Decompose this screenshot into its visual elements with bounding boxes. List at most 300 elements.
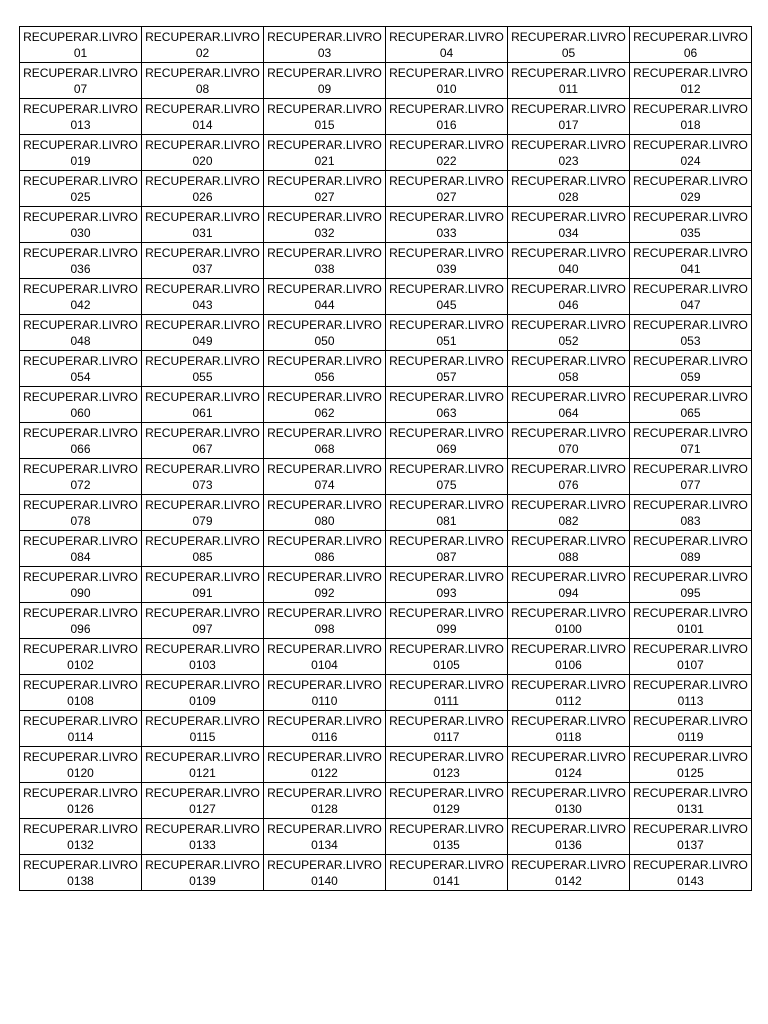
label-text: RECUPERAR.LIVRO (145, 425, 260, 440)
label-text: RECUPERAR.LIVRO (633, 209, 748, 224)
label-text: RECUPERAR.LIVRO (511, 281, 626, 296)
label-row (20, 99, 752, 135)
label-number: 081 (436, 513, 457, 528)
label-row (20, 243, 752, 279)
label-text: RECUPERAR.LIVRO (633, 389, 748, 404)
label-cell (264, 603, 386, 639)
label-cell (508, 135, 630, 171)
label-text: RECUPERAR.LIVRO (389, 29, 504, 44)
label-number: 014 (192, 117, 213, 132)
label-number: 060 (70, 405, 91, 420)
label-cell (20, 531, 142, 567)
label-number: 098 (314, 621, 335, 636)
label-text: RECUPERAR.LIVRO (23, 857, 138, 872)
label-text: RECUPERAR.LIVRO (145, 605, 260, 620)
label-number: 030 (70, 225, 91, 240)
label-text: RECUPERAR.LIVRO (23, 533, 138, 548)
label-text: RECUPERAR.LIVRO (633, 641, 748, 656)
label-number: 055 (192, 369, 213, 384)
label-text: RECUPERAR.LIVRO (23, 65, 138, 80)
label-cell (508, 63, 630, 99)
label-text: RECUPERAR.LIVRO (23, 281, 138, 296)
label-number: 057 (436, 369, 457, 384)
label-text: RECUPERAR.LIVRO (145, 857, 260, 872)
label-row (20, 171, 752, 207)
label-text: RECUPERAR.LIVRO (633, 65, 748, 80)
label-text: RECUPERAR.LIVRO (267, 605, 382, 620)
label-row (20, 387, 752, 423)
label-text: RECUPERAR.LIVRO (23, 29, 138, 44)
label-number: 031 (192, 225, 213, 240)
label-text: RECUPERAR.LIVRO (267, 101, 382, 116)
label-cell (264, 279, 386, 315)
label-cell (386, 459, 508, 495)
label-cell (630, 171, 752, 207)
label-number: 035 (680, 225, 701, 240)
label-number: 054 (70, 369, 91, 384)
label-number: 076 (558, 477, 579, 492)
label-text: RECUPERAR.LIVRO (511, 605, 626, 620)
label-number: 077 (680, 477, 701, 492)
label-cell (264, 495, 386, 531)
label-text: RECUPERAR.LIVRO (389, 425, 504, 440)
label-number: 045 (436, 297, 457, 312)
label-cell (264, 855, 386, 891)
label-row (20, 279, 752, 315)
label-row (20, 711, 752, 747)
label-cell (20, 495, 142, 531)
label-text: RECUPERAR.LIVRO (511, 749, 626, 764)
label-text: RECUPERAR.LIVRO (267, 857, 382, 872)
label-cell (264, 567, 386, 603)
label-cell (386, 207, 508, 243)
label-number: 011 (558, 81, 579, 96)
label-cell (508, 243, 630, 279)
label-cell (264, 387, 386, 423)
label-text: RECUPERAR.LIVRO (389, 461, 504, 476)
label-number: 02 (195, 45, 210, 60)
label-number: 069 (436, 441, 457, 456)
label-cell (386, 279, 508, 315)
label-text: RECUPERAR.LIVRO (145, 209, 260, 224)
label-text: RECUPERAR.LIVRO (145, 137, 260, 152)
label-number: 0106 (555, 657, 582, 672)
label-cell (142, 171, 264, 207)
label-text: RECUPERAR.LIVRO (389, 677, 504, 692)
label-number: 071 (680, 441, 701, 456)
label-cell (630, 783, 752, 819)
label-number: 095 (680, 585, 701, 600)
label-cell (264, 207, 386, 243)
label-cell (20, 711, 142, 747)
label-text: RECUPERAR.LIVRO (633, 245, 748, 260)
label-text: RECUPERAR.LIVRO (145, 461, 260, 476)
label-cell (142, 495, 264, 531)
label-number: 016 (436, 117, 457, 132)
label-text: RECUPERAR.LIVRO (389, 857, 504, 872)
label-number: 017 (558, 117, 579, 132)
label-number: 0112 (555, 693, 582, 708)
label-cell (20, 279, 142, 315)
label-cell (386, 171, 508, 207)
label-cell (630, 27, 752, 63)
label-cell (264, 243, 386, 279)
label-number: 0107 (677, 657, 704, 672)
label-text: RECUPERAR.LIVRO (145, 317, 260, 332)
label-text: RECUPERAR.LIVRO (511, 173, 626, 188)
label-text: RECUPERAR.LIVRO (633, 713, 748, 728)
label-cell (630, 99, 752, 135)
label-text: RECUPERAR.LIVRO (633, 461, 748, 476)
label-cell (264, 675, 386, 711)
label-row (20, 135, 752, 171)
label-number: 04 (439, 45, 454, 60)
label-number: 03 (317, 45, 332, 60)
label-cell (386, 243, 508, 279)
label-cell (142, 423, 264, 459)
label-text: RECUPERAR.LIVRO (389, 101, 504, 116)
label-number: 059 (680, 369, 701, 384)
label-text: RECUPERAR.LIVRO (23, 353, 138, 368)
label-text: RECUPERAR.LIVRO (633, 785, 748, 800)
label-cell (20, 423, 142, 459)
label-text: RECUPERAR.LIVRO (633, 425, 748, 440)
label-number: 044 (314, 297, 335, 312)
label-text: RECUPERAR.LIVRO (23, 101, 138, 116)
label-text: RECUPERAR.LIVRO (389, 533, 504, 548)
label-number: 083 (680, 513, 701, 528)
label-cell (264, 819, 386, 855)
label-cell (20, 387, 142, 423)
label-number: 033 (436, 225, 457, 240)
label-number: 028 (558, 189, 579, 204)
label-text: RECUPERAR.LIVRO (511, 821, 626, 836)
label-cell (20, 639, 142, 675)
label-text: RECUPERAR.LIVRO (389, 749, 504, 764)
label-cell (264, 63, 386, 99)
label-text: RECUPERAR.LIVRO (267, 533, 382, 548)
label-number: 0143 (677, 873, 704, 888)
label-text: RECUPERAR.LIVRO (267, 65, 382, 80)
label-number: 058 (558, 369, 579, 384)
label-text: RECUPERAR.LIVRO (511, 137, 626, 152)
label-number: 051 (436, 333, 457, 348)
label-cell (508, 99, 630, 135)
label-cell (508, 819, 630, 855)
label-text: RECUPERAR.LIVRO (145, 389, 260, 404)
label-number: 0140 (311, 873, 338, 888)
label-number: 085 (192, 549, 213, 564)
label-cell (630, 459, 752, 495)
label-text: RECUPERAR.LIVRO (267, 497, 382, 512)
label-cell (20, 459, 142, 495)
label-row (20, 63, 752, 99)
label-text: RECUPERAR.LIVRO (389, 569, 504, 584)
label-text: RECUPERAR.LIVRO (23, 713, 138, 728)
label-text: RECUPERAR.LIVRO (267, 425, 382, 440)
label-cell (142, 639, 264, 675)
label-text: RECUPERAR.LIVRO (267, 137, 382, 152)
label-row (20, 855, 752, 891)
label-number: 042 (70, 297, 91, 312)
label-number: 074 (314, 477, 335, 492)
label-text: RECUPERAR.LIVRO (633, 137, 748, 152)
label-cell (142, 819, 264, 855)
label-cell (20, 855, 142, 891)
label-text: RECUPERAR.LIVRO (145, 749, 260, 764)
label-number: 0102 (67, 657, 94, 672)
label-number: 0118 (555, 729, 582, 744)
label-number: 0139 (189, 873, 216, 888)
label-text: RECUPERAR.LIVRO (267, 389, 382, 404)
label-text: RECUPERAR.LIVRO (389, 641, 504, 656)
label-cell (386, 747, 508, 783)
label-cell (630, 315, 752, 351)
label-number: 010 (436, 81, 457, 96)
label-text: RECUPERAR.LIVRO (511, 101, 626, 116)
label-cell (142, 207, 264, 243)
label-cell (630, 639, 752, 675)
label-number: 094 (558, 585, 579, 600)
label-cell (508, 711, 630, 747)
label-number: 086 (314, 549, 335, 564)
label-number: 0108 (67, 693, 94, 708)
label-number: 0123 (433, 765, 460, 780)
label-cell (386, 603, 508, 639)
label-cell (386, 819, 508, 855)
label-number: 040 (558, 261, 579, 276)
label-cell (142, 135, 264, 171)
label-text: RECUPERAR.LIVRO (145, 533, 260, 548)
label-text: RECUPERAR.LIVRO (267, 821, 382, 836)
label-number: 065 (680, 405, 701, 420)
label-text: RECUPERAR.LIVRO (267, 29, 382, 44)
label-number: 029 (680, 189, 701, 204)
label-text: RECUPERAR.LIVRO (145, 569, 260, 584)
label-cell (630, 819, 752, 855)
label-number: 0127 (189, 801, 216, 816)
label-cell (264, 171, 386, 207)
label-text: RECUPERAR.LIVRO (633, 569, 748, 584)
label-text: RECUPERAR.LIVRO (511, 425, 626, 440)
label-cell (20, 135, 142, 171)
label-text: RECUPERAR.LIVRO (633, 497, 748, 512)
label-number: 0126 (67, 801, 94, 816)
label-number: 0137 (677, 837, 704, 852)
label-text: RECUPERAR.LIVRO (23, 641, 138, 656)
label-cell (264, 315, 386, 351)
label-number: 0113 (677, 693, 704, 708)
label-text: RECUPERAR.LIVRO (23, 389, 138, 404)
label-text: RECUPERAR.LIVRO (145, 785, 260, 800)
label-number: 096 (70, 621, 91, 636)
label-cell (20, 603, 142, 639)
label-number: 039 (436, 261, 457, 276)
label-number: 099 (436, 621, 457, 636)
label-cell (508, 567, 630, 603)
label-text: RECUPERAR.LIVRO (633, 173, 748, 188)
label-cell (508, 855, 630, 891)
label-row (20, 495, 752, 531)
label-row (20, 603, 752, 639)
label-cell (386, 639, 508, 675)
label-cell (20, 783, 142, 819)
label-text: RECUPERAR.LIVRO (633, 749, 748, 764)
label-cell (386, 855, 508, 891)
label-text: RECUPERAR.LIVRO (23, 245, 138, 260)
label-cell (508, 603, 630, 639)
label-number: 022 (436, 153, 457, 168)
label-text: RECUPERAR.LIVRO (267, 209, 382, 224)
label-text: RECUPERAR.LIVRO (633, 857, 748, 872)
label-text: RECUPERAR.LIVRO (389, 317, 504, 332)
label-number: 0114 (67, 729, 94, 744)
label-text: RECUPERAR.LIVRO (511, 857, 626, 872)
label-text: RECUPERAR.LIVRO (389, 281, 504, 296)
label-cell (142, 99, 264, 135)
label-cell (386, 63, 508, 99)
label-number: 0120 (67, 765, 94, 780)
label-number: 0121 (189, 765, 216, 780)
label-text: RECUPERAR.LIVRO (267, 281, 382, 296)
label-text: RECUPERAR.LIVRO (145, 101, 260, 116)
label-cell (264, 27, 386, 63)
label-number: 023 (558, 153, 579, 168)
label-text: RECUPERAR.LIVRO (145, 641, 260, 656)
label-number: 087 (436, 549, 457, 564)
label-number: 0142 (555, 873, 582, 888)
label-number: 025 (70, 189, 91, 204)
label-number: 067 (192, 441, 213, 456)
label-text: RECUPERAR.LIVRO (267, 461, 382, 476)
label-number: 0134 (311, 837, 338, 852)
label-number: 091 (192, 585, 213, 600)
label-cell (508, 171, 630, 207)
label-cell (142, 63, 264, 99)
label-cell (142, 783, 264, 819)
label-row (20, 639, 752, 675)
label-number: 0116 (311, 729, 338, 744)
label-number: 063 (436, 405, 457, 420)
label-text: RECUPERAR.LIVRO (389, 353, 504, 368)
label-number: 092 (314, 585, 335, 600)
label-number: 052 (558, 333, 579, 348)
label-text: RECUPERAR.LIVRO (267, 641, 382, 656)
label-text: RECUPERAR.LIVRO (23, 317, 138, 332)
label-number: 0104 (311, 657, 338, 672)
label-cell (264, 423, 386, 459)
label-cell (386, 495, 508, 531)
label-text: RECUPERAR.LIVRO (511, 785, 626, 800)
label-cell (20, 675, 142, 711)
label-cell (630, 63, 752, 99)
label-number: 027 (314, 189, 335, 204)
label-cell (508, 27, 630, 63)
label-number: 0130 (555, 801, 582, 816)
label-text: RECUPERAR.LIVRO (511, 317, 626, 332)
label-cell (386, 27, 508, 63)
label-row (20, 783, 752, 819)
label-text: RECUPERAR.LIVRO (267, 353, 382, 368)
label-number: 026 (192, 189, 213, 204)
label-text: RECUPERAR.LIVRO (389, 173, 504, 188)
label-cell (508, 495, 630, 531)
label-number: 061 (192, 405, 213, 420)
label-text: RECUPERAR.LIVRO (633, 317, 748, 332)
label-text: RECUPERAR.LIVRO (267, 785, 382, 800)
label-cell (386, 711, 508, 747)
label-cell (142, 567, 264, 603)
label-cell (264, 459, 386, 495)
label-text: RECUPERAR.LIVRO (23, 785, 138, 800)
label-number: 043 (192, 297, 213, 312)
label-cell (20, 315, 142, 351)
label-cell (508, 783, 630, 819)
label-cell (20, 567, 142, 603)
label-number: 066 (70, 441, 91, 456)
label-text: RECUPERAR.LIVRO (145, 65, 260, 80)
label-text: RECUPERAR.LIVRO (633, 821, 748, 836)
label-number: 088 (558, 549, 579, 564)
label-cell (508, 351, 630, 387)
label-text: RECUPERAR.LIVRO (145, 245, 260, 260)
label-cell (142, 27, 264, 63)
label-cell (264, 531, 386, 567)
label-number: 0133 (189, 837, 216, 852)
label-number: 089 (680, 549, 701, 564)
label-cell (630, 567, 752, 603)
label-cell (264, 135, 386, 171)
label-number: 0109 (189, 693, 216, 708)
label-cell (630, 747, 752, 783)
label-text: RECUPERAR.LIVRO (633, 677, 748, 692)
label-text: RECUPERAR.LIVRO (511, 569, 626, 584)
label-text: RECUPERAR.LIVRO (633, 353, 748, 368)
label-number: 021 (314, 153, 335, 168)
label-cell (20, 207, 142, 243)
label-cell (630, 279, 752, 315)
label-cell (142, 279, 264, 315)
label-cell (508, 675, 630, 711)
label-cell (264, 351, 386, 387)
label-cell (386, 531, 508, 567)
label-cell (142, 675, 264, 711)
label-number: 0111 (434, 693, 459, 708)
label-number: 032 (314, 225, 335, 240)
label-number: 062 (314, 405, 335, 420)
label-number: 093 (436, 585, 457, 600)
label-number: 0100 (555, 621, 582, 636)
label-row (20, 819, 752, 855)
label-number: 0101 (677, 621, 704, 636)
label-text: RECUPERAR.LIVRO (511, 65, 626, 80)
label-row (20, 351, 752, 387)
label-cell (264, 99, 386, 135)
label-row (20, 207, 752, 243)
label-cell (142, 855, 264, 891)
label-text: RECUPERAR.LIVRO (633, 29, 748, 44)
label-cell (630, 855, 752, 891)
label-cell (264, 639, 386, 675)
label-text: RECUPERAR.LIVRO (267, 713, 382, 728)
label-text: RECUPERAR.LIVRO (267, 245, 382, 260)
label-text: RECUPERAR.LIVRO (389, 605, 504, 620)
label-row (20, 747, 752, 783)
label-cell (508, 207, 630, 243)
label-number: 0119 (677, 729, 704, 744)
label-text: RECUPERAR.LIVRO (145, 29, 260, 44)
label-number: 084 (70, 549, 91, 564)
